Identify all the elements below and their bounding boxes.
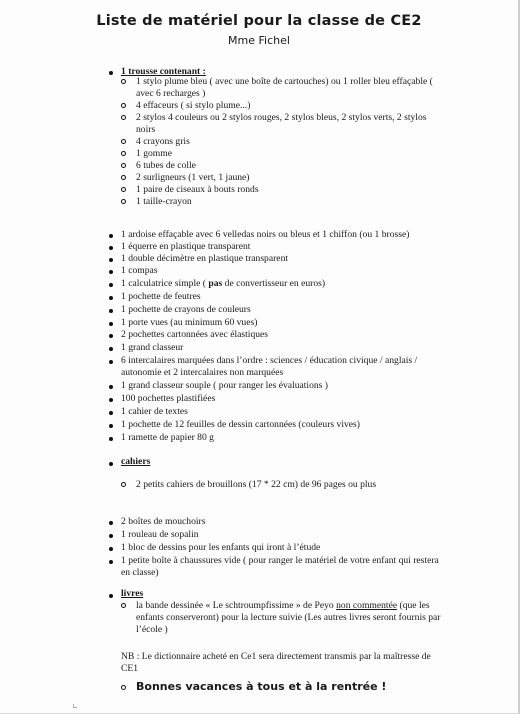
teacher-name: Mme Fichel [228,34,290,47]
bullet-icon [109,334,113,338]
list-item: 1 rouleau de sopalin [121,529,199,540]
list-item: 1 grand classeur [121,342,184,353]
list-item: 2 boîtes de mouchoirs [121,516,206,527]
list-item: 1 grand classeur souple ( pour ranger les évaluations ) [121,380,328,391]
bullet-icon [109,258,113,262]
list-item: 1 équerre en plastique transparent [121,241,251,252]
note-text: CE1 [121,663,139,674]
bullet-icon [109,437,113,441]
circle-bullet-icon [121,163,126,168]
list-item: 2 pochettes cartonnées avec élastiques [121,329,269,340]
list-item-continuation: l’école ) [136,624,168,635]
circle-bullet-icon [121,103,126,108]
corner-mark [73,704,77,708]
closing-message: Bonnes vacances à tous et à la rentrée ! [136,680,387,693]
list-item: 1 compas [121,265,158,276]
list-item: 4 effaceurs ( si stylo plume...) [136,100,251,111]
list-item: 1 taille-crayon [136,196,192,207]
list-item: 4 crayons gris [136,136,190,147]
bullet-icon [109,71,113,75]
circle-bullet-icon [121,685,126,690]
bullet-icon [109,521,113,525]
bullet-icon [109,360,113,364]
circle-bullet-icon [121,115,126,120]
section-heading-trousse: 1 trousse contenant : [121,66,206,77]
list-item: 1 stylo plume bleu ( avec une boîte de cartouches) ou 1 roller bleu effaçable ( [136,76,433,87]
list-item: la bande dessinée « Le schtroumpfissime » de Peyo non commentée (que les [136,600,430,611]
bullet-icon [109,534,113,538]
list-item-continuation: avec 6 recharges ) [136,88,206,99]
list-item: 1 cahier de textes [121,406,188,417]
list-item: 2 surligneurs (1 vert, 1 jaune) [136,172,250,183]
list-item: 2 stylos 4 couleurs ou 2 stylos rouges, 2 stylos bleus, 2 stylos verts, 2 stylos [136,112,427,123]
list-item: 100 pochettes plastifiées [121,393,216,404]
bullet-icon [109,560,113,564]
circle-bullet-icon [121,187,126,192]
bullet-icon [109,246,113,250]
bullet-icon [109,296,113,300]
list-item-continuation: en classe) [121,567,159,578]
list-item-continuation: enfants conserveront) pour la lecture suivie (Les autres livres seront fournis par [136,612,441,623]
list-item: 1 pochette de crayons de couleurs [121,304,251,315]
section-heading-cahiers: cahiers [121,456,151,467]
bullet-icon [109,462,113,466]
list-item: 1 double décimètre en plastique transparent [121,253,289,264]
bullet-icon [109,424,113,428]
list-item: 1 porte vues (au minimum 60 vues) [121,317,258,328]
bullet-icon [109,270,113,274]
list-item: 1 gomme [136,148,172,159]
circle-bullet-icon [121,151,126,156]
bullet-icon [109,385,113,389]
list-item-continuation: autonomie et 2 intercalaires non marquées [121,367,284,378]
list-item: 6 tubes de colle [136,160,196,171]
bullet-icon [109,547,113,551]
list-item-continuation: noirs [136,124,156,135]
list-item: 1 petite boîte à chaussures vide ( pour ranger le matériel de votre enfant qui restera [121,555,439,566]
list-item: 1 bloc de dessins pour les enfants qui iront à l’étude [121,542,321,553]
bullet-icon [109,283,113,287]
circle-bullet-icon [121,139,126,144]
list-item: 1 calculatrice simple ( pas de convertisseur en euros) [121,278,326,289]
bullet-icon [109,234,113,238]
bullet-icon [109,322,113,326]
list-item: 2 petits cahiers de brouillons (17 * 22 cm) de 96 pages ou plus [136,479,377,490]
list-item: 1 ardoise effaçable avec 6 velledas noirs ou bleus et 1 chiffon (ou 1 brosse) [121,229,410,240]
bullet-icon [109,309,113,313]
list-item: 6 intercalaires marquées dans l’ordre : sciences / éducation civique / anglais / [121,355,418,366]
list-item: 1 pochette de feutres [121,291,201,302]
note-text: NB : Le dictionnaire acheté en Ce1 sera directement transmis par la maîtresse de [121,651,431,662]
list-item: 1 paire de ciseaux à bouts ronds [136,184,259,195]
list-item: 1 ramette de papier 80 g [121,432,214,443]
bullet-icon [109,411,113,415]
circle-bullet-icon [121,199,126,204]
page-title: Liste de matériel pour la classe de CE2 [96,13,422,29]
section-heading-livres: livres [121,588,144,599]
list-item: 1 pochette de 12 feuilles de dessin cartonnées (couleurs vives) [121,419,360,430]
bullet-icon [109,594,113,598]
bullet-icon [109,347,113,351]
bullet-icon [109,398,113,402]
circle-bullet-icon [121,175,126,180]
circle-bullet-icon [121,79,126,84]
circle-bullet-icon [121,482,126,487]
circle-bullet-icon [121,603,126,608]
